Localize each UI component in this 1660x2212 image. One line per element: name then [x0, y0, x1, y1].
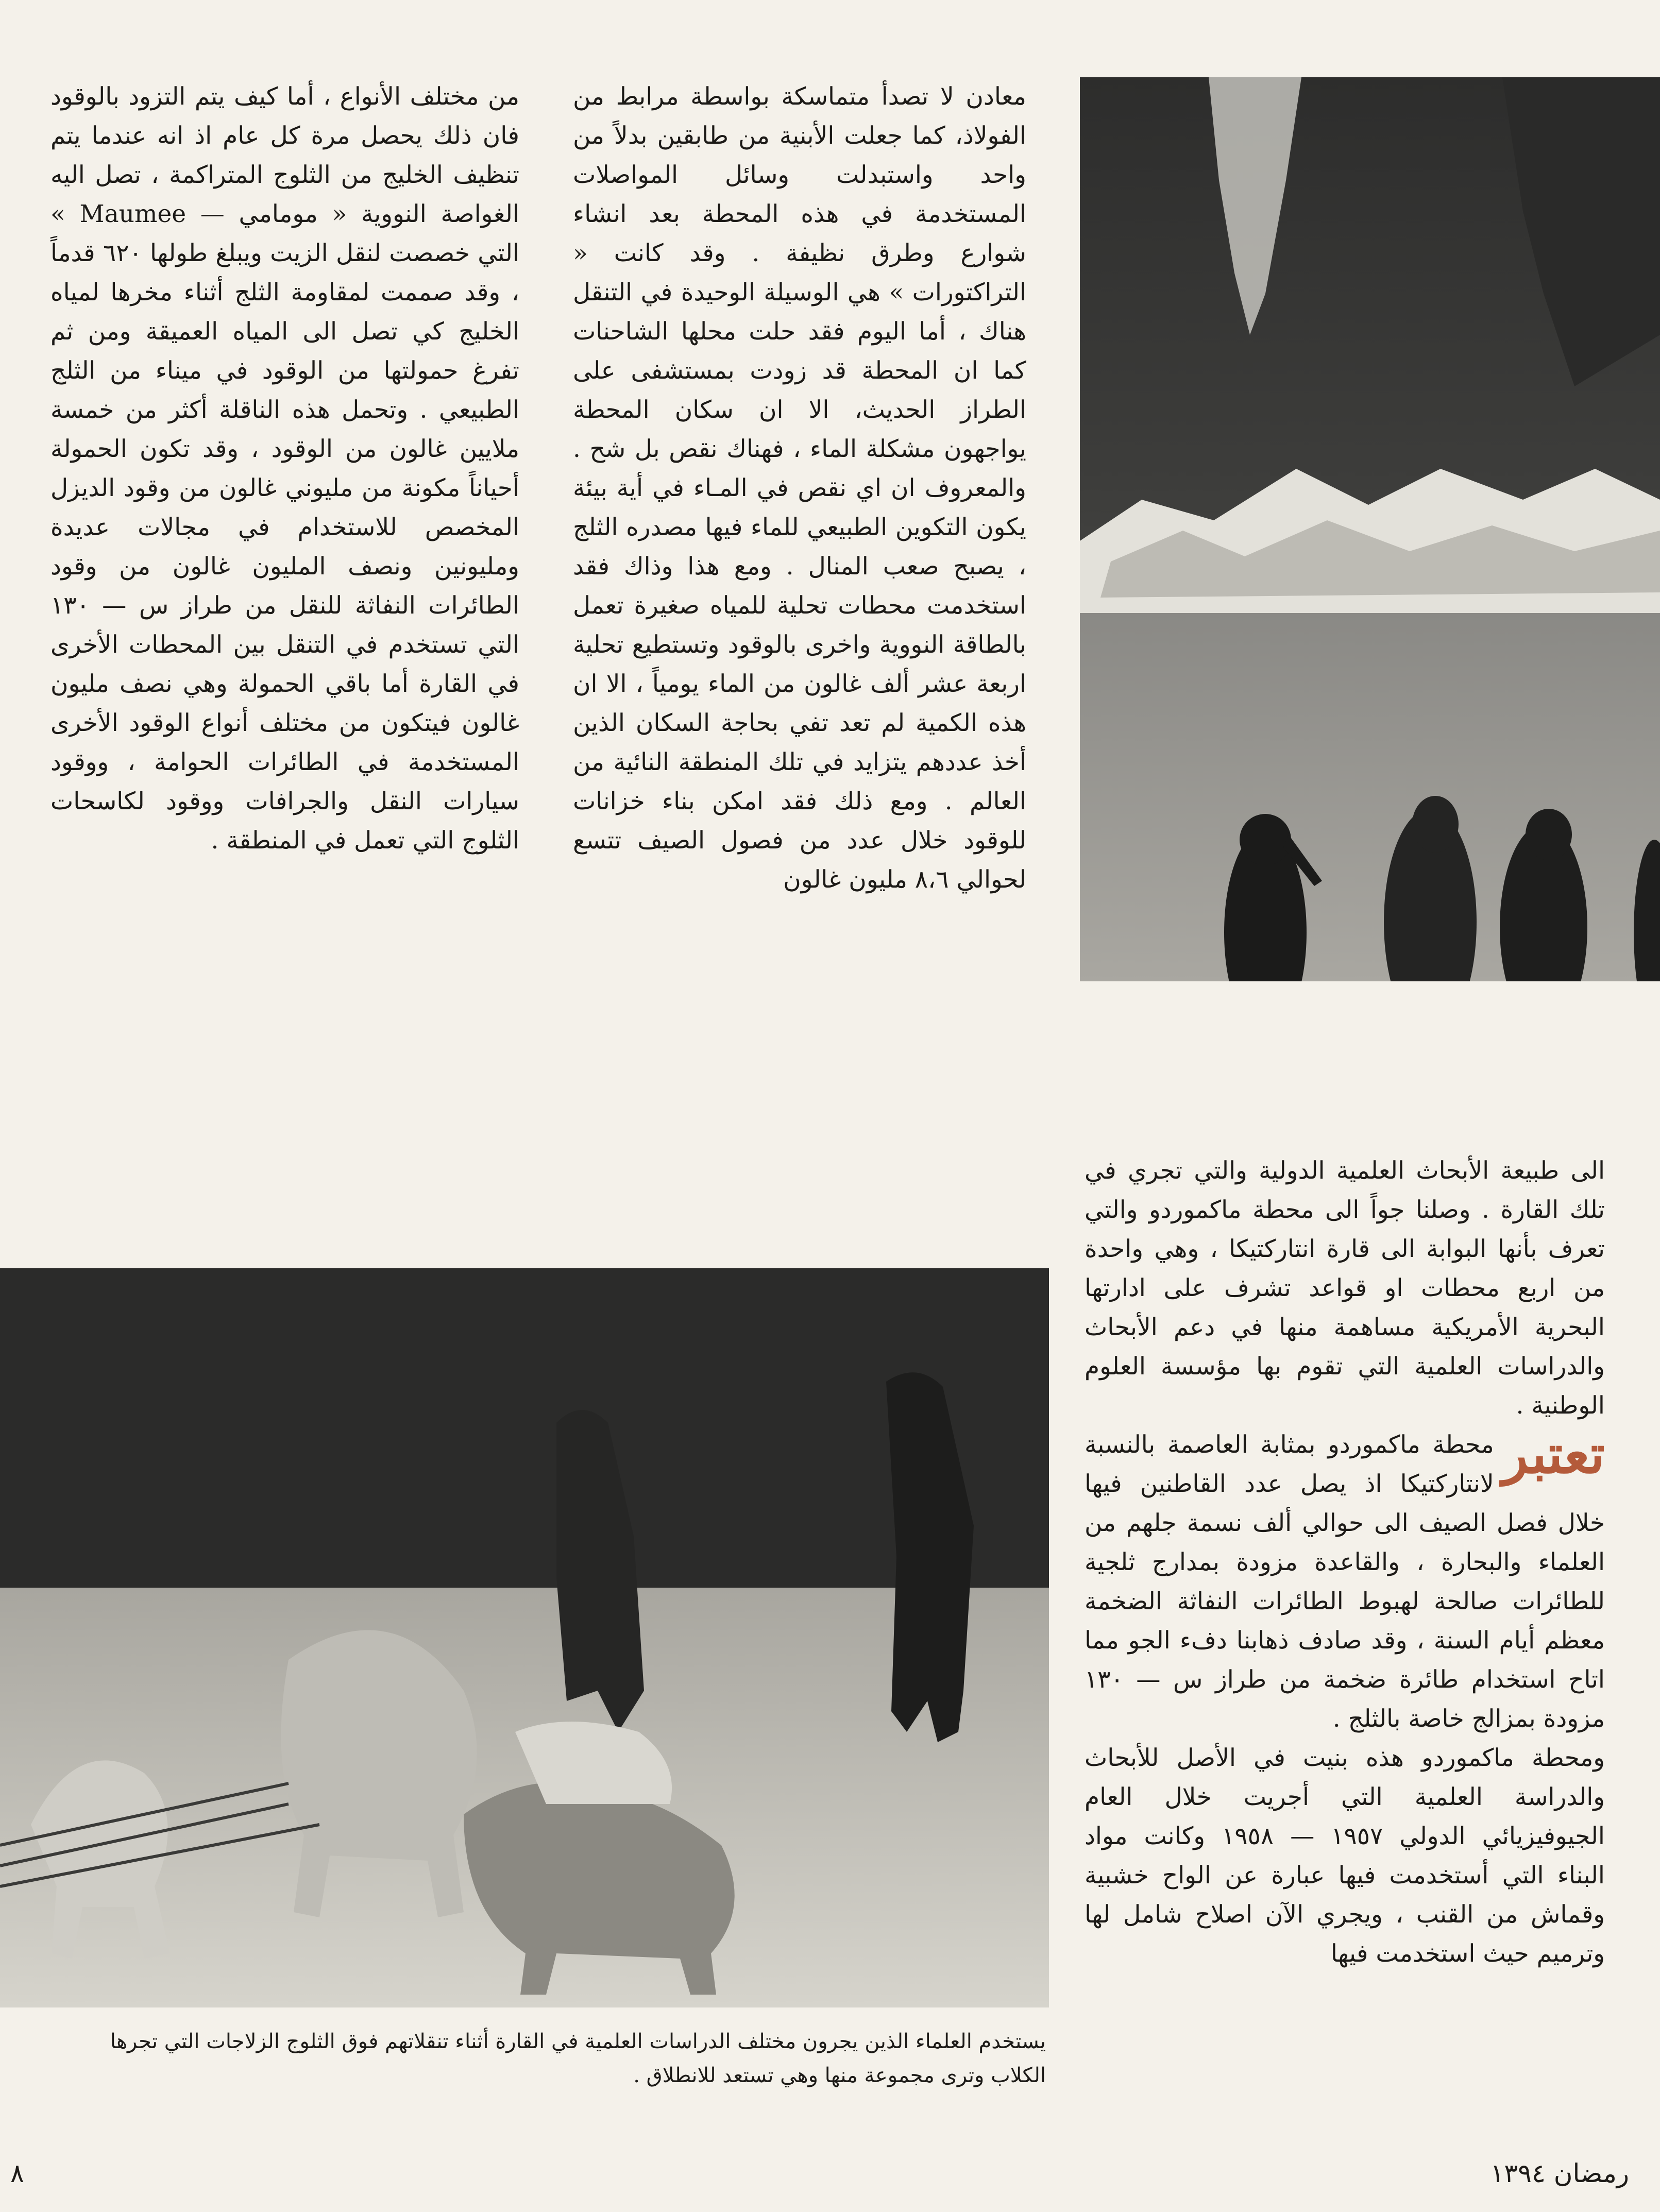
article-paragraph: معادن لا تصدأ متماسكة بواسطة مرابط من الفولاذ، كما جعلت الأبنية من طابقين بدلاً من واحد واستبدلت وسائل المواصلات المستخدمة في هذه المحطة بعد انشاء شوارع وطرق نظيفة . وقد كانت « التراكتورات » هي الوسيلة الوحيدة في التنقل هناك ، أما اليوم فقد حلت محلها الشاحنات كما ان المحطة قد زودت بمستشفى على الطراز الحديث، الا ان سكان المحطة يواجهون مشكلة الماء ، فهناك نقص بل شح . والمعروف ان اي نقص في المـاء في أية بيئة يكون التكوين الطبيعي للماء فيها مصدره الثلج ، يصبح صعب المنال . ومع هذا وذاك فقد استخدمت محطات تحلية للمياه صغيرة تعمل بالطاقة النووية واخرى بالوقود وتستطيع تحلية اربعة عشر ألف غالون من الماء يومياً ، الا ان هذه الكمية لم تعد تفي بحاجة السكان الذين أخذ عددهم يتزايد في تلك المنطقة النائية من العالم . ومع ذلك فقد امكن بناء خزانات للوقود خلال عدد من فصول الصيف تتسع لحوالي ٨،٦ مليون غالون [573, 82, 1026, 894]
sled-dogs-photo [0, 1268, 1049, 2007]
page-number: ٨ [10, 2158, 24, 2188]
article-paragraph-text: محطة ماكموردو بمثابة العاصمة بالنسبة لانتاركتيكا اذ يصل عدد القاطنين فيها خلال فصل الصيف الى حوالي ألف نسمة جلهم من العلماء والبحارة ، والقاعدة مزودة بمدارج ثلجية للطائرات صالحة لهبوط الطائرات النفاثة الضخمة معظم أيام السنة ، وقد صادف ذهابنا دفء الجو مما اتاح استخدام طائرة ضخمة من طراز س — ١٣٠ مزودة بمزالج خاصة بالثلج . [1085, 1431, 1605, 1733]
penguins-photo-drawing [1080, 77, 1660, 981]
dropcap-word: تعتبر [1502, 1422, 1605, 1486]
article-paragraph: من مختلف الأنواع ، أما كيف يتم التزود بالوقود فان ذلك يحصل مرة كل عام اذ انه عندما يتم تنظيف الخليج من الثلوج المتراكمة ، تصل اليه الغواصة النووية « مومامي — Maumee » التي خصصت لنقل الزيت ويبلغ طولها ٦٢٠ قدماً ، وقد صممت لمقاومة الثلج أثناء مخرها لمياه الخليج كي تصل الى المياه العميقة ومن ثم تفرغ حمولتها من الوقود في ميناء من الثلج الطبيعي . وتحمل هذه الناقلة أكثر من خمسة ملايين غالون من الوقود ، وقد تكون الحمولة أحياناً مكونة من مليوني غالون من وقود الديزل المخصص للاستخدام في مجالات عديدة ومليونين ونصف المليون غالون من وقود الطائرات النفاثة للنقل من طراز س — ١٣٠ التي تستخدم في التنقل بين المحطات الأخرى في القارة أما باقي الحمولة وهي نصف مليون غالون فيتكون من مختلف أنواع الوقود الأخرى المستخدمة في الطائرات الحوامة ، ووقود سيارات النقل والجرافات ووقود لكاسحات الثلوج التي تعمل في المنطقة . [50, 82, 519, 855]
article-column-top-left [50, 77, 519, 860]
article-column-top-middle [573, 77, 1026, 899]
article-paragraph-with-dropcap [1085, 1422, 1605, 1739]
sled-dogs-photo-drawing [0, 1268, 1049, 2007]
penguins-photo [1080, 77, 1660, 981]
article-column-bottom-right [1085, 1151, 1605, 1973]
issue-date: رمضان ١٣٩٤ [1490, 2158, 1629, 2188]
article-paragraph: ومحطة ماكموردو هذه بنيت في الأصل للأبحاث والدراسة العلمية التي أجريت خلال العام الجيوفيزيائي الدولي ١٩٥٧ — ١٩٥٨ وكانت مواد البناء التي أستخدمت فيها عبارة عن الواح خشبية وقماش من القنب ، ويجري الآن اصلاح شامل لها وترميم حيث استخدمت فيها [1085, 1744, 1605, 1968]
article-paragraph: الى طبيعة الأبحاث العلمية الدولية والتي تجري في تلك القارة . وصلنا جواً الى محطة ماكموردو والتي تعرف بأنها البوابة الى قارة انتاركتيكا ، وهي واحدة من اربع محطات او قواعد تشرف على ادارتها البحرية الأمريكية مساهمة منها في دعم الأبحاث والدراسات العلمية التي تقوم بها مؤسسة العلوم الوطنية . [1085, 1156, 1605, 1420]
photo-caption: يستخدم العلماء الذين يجرون مختلف الدراسات العلمية في القارة أثناء تنقلاتهم فوق الثلوج الزلاجات التي تجرها الكلاب وترى مجموعة منها وهي تستعد للانطلاق . [110, 2030, 1046, 2087]
